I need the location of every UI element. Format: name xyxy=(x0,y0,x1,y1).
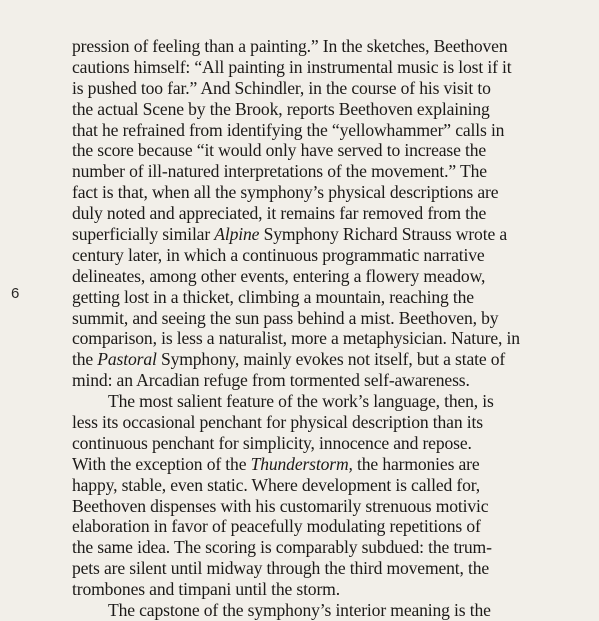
text-run: trombones and timpani until the storm. xyxy=(72,579,340,600)
text-run: duly noted and appreciated, it remains far removed from the xyxy=(72,203,487,224)
text-run: the same idea. The scoring is comparably subdued: the trum- xyxy=(72,537,492,558)
text-line xyxy=(72,328,532,349)
text-line xyxy=(72,161,532,182)
text-run: the score because “it would only have served to increase the xyxy=(72,140,487,161)
text-run: is pushed too far.” And Schindler, in the course of his visit to xyxy=(72,77,491,98)
text-run: The most salient feature of the work’s language, then, is xyxy=(108,391,494,412)
text-line xyxy=(72,78,532,99)
text-line xyxy=(72,36,532,57)
text-line xyxy=(72,454,532,475)
text-line xyxy=(72,496,532,517)
text-line xyxy=(72,516,532,537)
text-run: getting lost in a thicket, climbing a mountain, reaching the xyxy=(72,286,474,307)
italic-title: Pastoral xyxy=(97,349,157,370)
page-number: 6 xyxy=(11,285,20,302)
text-run: summit, and seeing the sun pass behind a mist. Beethoven, by xyxy=(72,307,499,328)
text-run: comparison, is less a naturalist, more a metaphysician. Nature, in xyxy=(72,328,520,349)
paragraph-first-line xyxy=(72,600,532,621)
text-line xyxy=(72,558,532,579)
text-line xyxy=(72,99,532,120)
text-run: happy, stable, even static. Where development is called for, xyxy=(72,474,480,495)
text-run: superficially similar xyxy=(72,224,215,245)
italic-title: Alpine xyxy=(214,224,260,245)
italic-title: Thunderstorm, xyxy=(250,453,353,474)
text-run: less its occasional penchant for physical description than its xyxy=(72,412,483,433)
text-run: delineates, among other events, entering a flowery meadow, xyxy=(72,265,486,286)
text-line xyxy=(72,308,532,329)
text-run: Beethoven dispenses with his customarily strenuous motivic xyxy=(72,495,489,516)
text-run: the xyxy=(72,349,98,370)
text-line xyxy=(72,287,532,308)
text-line xyxy=(72,57,532,78)
text-run: pression of feeling than a painting.” In the sketches, Beethoven xyxy=(72,36,508,56)
text-line xyxy=(72,245,532,266)
text-run: cautions himself: “All painting in instrumental music is lost if it xyxy=(72,56,512,77)
text-run: that he refrained from identifying the “yellowhammer” calls in xyxy=(72,119,505,140)
paragraph-first-line xyxy=(72,391,532,412)
text-line xyxy=(72,349,532,370)
text-line xyxy=(72,120,532,141)
text-run: the harmonies are xyxy=(352,453,480,474)
text-line xyxy=(72,433,532,454)
text-line xyxy=(72,203,532,224)
text-line xyxy=(72,266,532,287)
text-line xyxy=(72,412,532,433)
text-run: pets are silent until midway through the third movement, the xyxy=(72,558,490,579)
text-line xyxy=(72,140,532,161)
text-run: The capstone of the symphony’s interior meaning is the xyxy=(108,600,491,621)
text-run: elaboration in favor of peacefully modulating repetitions of xyxy=(72,516,481,537)
text-run: century later, in which a continuous programmatic narrative xyxy=(72,244,485,265)
body-text xyxy=(72,36,532,621)
text-run: number of ill-natured interpretations of the movement.” The xyxy=(72,161,487,182)
text-run: mind: an Arcadian refuge from tormented self-awareness. xyxy=(72,370,470,391)
text-line xyxy=(72,579,532,600)
text-run: the actual Scene by the Brook, reports Beethoven explaining xyxy=(72,98,490,119)
text-line xyxy=(72,475,532,496)
text-run: fact is that, when all the symphony’s physical descriptions are xyxy=(72,182,499,203)
text-line xyxy=(72,182,532,203)
text-run: Symphony, mainly evokes not itself, but a state of xyxy=(156,349,506,370)
text-line xyxy=(72,370,532,391)
text-run: continuous penchant for simplicity, innocence and repose. xyxy=(72,432,472,453)
text-line xyxy=(72,537,532,558)
text-line xyxy=(72,224,532,245)
text-run: Symphony Richard Strauss wrote a xyxy=(259,224,508,245)
text-run: With the exception of the xyxy=(72,453,251,474)
